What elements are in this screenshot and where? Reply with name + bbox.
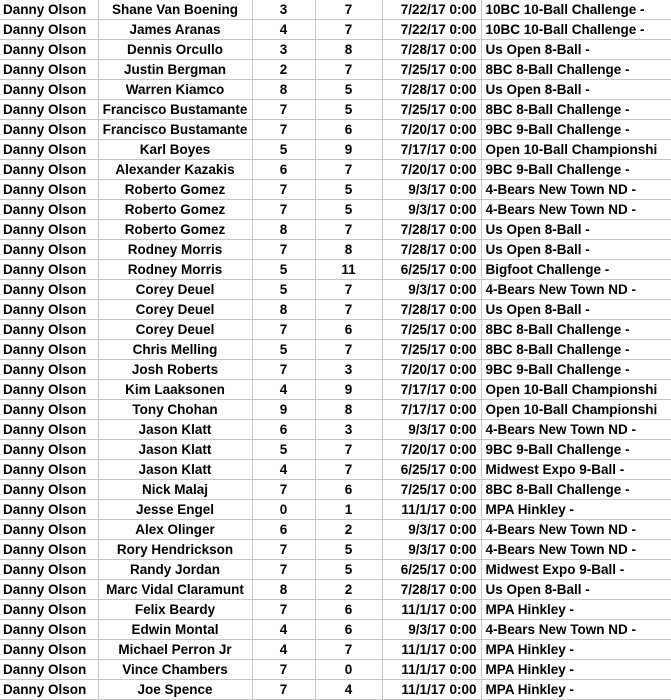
match-date-cell[interactable]: 7/22/17 0:00 [382, 20, 481, 40]
match-date-cell[interactable]: 9/3/17 0:00 [382, 200, 481, 220]
player-cell[interactable]: Danny Olson [0, 400, 98, 420]
match-date-cell[interactable]: 11/1/17 0:00 [382, 500, 481, 520]
player-cell[interactable]: Danny Olson [0, 380, 98, 400]
player-cell[interactable]: Danny Olson [0, 0, 98, 20]
opponent-score-cell[interactable]: 7 [315, 160, 382, 180]
opponent-cell[interactable]: Jason Klatt [98, 420, 252, 440]
event-cell[interactable]: 9BC 9-Ball Challenge - [481, 360, 671, 380]
player-score-cell[interactable]: 6 [252, 420, 315, 440]
match-date-cell[interactable]: 6/25/17 0:00 [382, 460, 481, 480]
player-score-cell[interactable]: 3 [252, 40, 315, 60]
player-cell[interactable]: Danny Olson [0, 20, 98, 40]
match-date-cell[interactable]: 9/3/17 0:00 [382, 620, 481, 640]
player-cell[interactable]: Danny Olson [0, 460, 98, 480]
event-cell[interactable]: MPA Hinkley - [481, 680, 671, 700]
player-cell[interactable]: Danny Olson [0, 560, 98, 580]
event-cell[interactable]: 10BC 10-Ball Challenge - [481, 0, 671, 20]
opponent-score-cell[interactable]: 8 [315, 240, 382, 260]
match-date-cell[interactable]: 7/20/17 0:00 [382, 360, 481, 380]
opponent-score-cell[interactable]: 0 [315, 660, 382, 680]
table-row [0, 640, 671, 660]
player-cell[interactable]: Danny Olson [0, 420, 98, 440]
match-date-cell[interactable]: 7/20/17 0:00 [382, 160, 481, 180]
opponent-cell[interactable]: Dennis Orcullo [98, 40, 252, 60]
player-cell[interactable]: Danny Olson [0, 260, 98, 280]
player-cell[interactable]: Danny Olson [0, 100, 98, 120]
player-score-cell[interactable]: 5 [252, 440, 315, 460]
event-cell[interactable]: Open 10-Ball Championshi [481, 400, 671, 420]
match-date-cell[interactable]: 7/28/17 0:00 [382, 240, 481, 260]
player-score-cell[interactable]: 8 [252, 580, 315, 600]
opponent-cell[interactable]: Alex Olinger [98, 520, 252, 540]
player-cell[interactable]: Danny Olson [0, 60, 98, 80]
event-cell[interactable]: MPA Hinkley - [481, 660, 671, 680]
match-date-cell[interactable]: 9/3/17 0:00 [382, 540, 481, 560]
match-date-cell[interactable]: 7/25/17 0:00 [382, 480, 481, 500]
player-score-cell[interactable]: 6 [252, 520, 315, 540]
opponent-cell[interactable]: Rodney Morris [98, 260, 252, 280]
event-cell[interactable]: 8BC 8-Ball Challenge - [481, 480, 671, 500]
event-cell[interactable]: 4-Bears New Town ND - [481, 200, 671, 220]
opponent-score-cell[interactable]: 7 [315, 440, 382, 460]
player-score-cell[interactable]: 7 [252, 200, 315, 220]
player-cell[interactable]: Danny Olson [0, 200, 98, 220]
event-cell[interactable]: 8BC 8-Ball Challenge - [481, 100, 671, 120]
match-date-cell[interactable]: 7/28/17 0:00 [382, 80, 481, 100]
player-score-cell[interactable]: 2 [252, 60, 315, 80]
player-cell[interactable]: Danny Olson [0, 580, 98, 600]
table-row [0, 40, 671, 60]
table-row [0, 520, 671, 540]
table-row [0, 60, 671, 80]
player-score-cell[interactable]: 7 [252, 240, 315, 260]
player-cell[interactable]: Danny Olson [0, 180, 98, 200]
opponent-cell[interactable]: Marc Vidal Claramunt [98, 580, 252, 600]
event-cell[interactable]: Open 10-Ball Championshi [481, 380, 671, 400]
table-row [0, 320, 671, 340]
table-row [0, 120, 671, 140]
match-date-cell[interactable]: 6/25/17 0:00 [382, 260, 481, 280]
player-cell[interactable]: Danny Olson [0, 640, 98, 660]
player-score-cell[interactable]: 6 [252, 160, 315, 180]
player-cell[interactable]: Danny Olson [0, 140, 98, 160]
player-score-cell[interactable]: 7 [252, 100, 315, 120]
event-cell[interactable]: 8BC 8-Ball Challenge - [481, 60, 671, 80]
player-score-cell[interactable]: 8 [252, 300, 315, 320]
opponent-cell[interactable]: James Aranas [98, 20, 252, 40]
opponent-score-cell[interactable]: 3 [315, 420, 382, 440]
table-row [0, 500, 671, 520]
player-score-cell[interactable]: 9 [252, 400, 315, 420]
player-score-cell[interactable]: 4 [252, 460, 315, 480]
event-cell[interactable]: MPA Hinkley - [481, 600, 671, 620]
player-cell[interactable]: Danny Olson [0, 40, 98, 60]
player-cell[interactable]: Danny Olson [0, 280, 98, 300]
opponent-cell[interactable]: Felix Beardy [98, 600, 252, 620]
match-date-cell[interactable]: 7/25/17 0:00 [382, 320, 481, 340]
opponent-score-cell[interactable]: 5 [315, 100, 382, 120]
event-cell[interactable]: Midwest Expo 9-Ball - [481, 460, 671, 480]
opponent-score-cell[interactable]: 6 [315, 120, 382, 140]
event-cell[interactable]: 9BC 9-Ball Challenge - [481, 160, 671, 180]
event-cell[interactable]: 8BC 8-Ball Challenge - [481, 340, 671, 360]
opponent-cell[interactable]: Corey Deuel [98, 280, 252, 300]
match-date-cell[interactable]: 11/1/17 0:00 [382, 600, 481, 620]
player-score-cell[interactable]: 7 [252, 560, 315, 580]
player-score-cell[interactable]: 7 [252, 360, 315, 380]
player-cell[interactable]: Danny Olson [0, 500, 98, 520]
event-cell[interactable]: 8BC 8-Ball Challenge - [481, 320, 671, 340]
table-row [0, 100, 671, 120]
player-score-cell[interactable]: 3 [252, 0, 315, 20]
player-cell[interactable]: Danny Olson [0, 160, 98, 180]
player-cell[interactable]: Danny Olson [0, 340, 98, 360]
table-row [0, 480, 671, 500]
opponent-score-cell[interactable]: 5 [315, 540, 382, 560]
match-date-cell[interactable]: 9/3/17 0:00 [382, 420, 481, 440]
opponent-cell[interactable]: Edwin Montal [98, 620, 252, 640]
table-row [0, 580, 671, 600]
player-cell[interactable]: Danny Olson [0, 440, 98, 460]
player-score-cell[interactable]: 8 [252, 220, 315, 240]
table-row [0, 300, 671, 320]
table-row [0, 660, 671, 680]
opponent-score-cell[interactable]: 2 [315, 520, 382, 540]
player-cell[interactable]: Danny Olson [0, 240, 98, 260]
opponent-score-cell[interactable]: 7 [315, 460, 382, 480]
event-cell[interactable]: 9BC 9-Ball Challenge - [481, 120, 671, 140]
table-row [0, 560, 671, 580]
match-date-cell[interactable]: 9/3/17 0:00 [382, 280, 481, 300]
opponent-cell[interactable]: Roberto Gomez [98, 200, 252, 220]
table-row [0, 260, 671, 280]
match-date-cell[interactable]: 7/28/17 0:00 [382, 220, 481, 240]
event-cell[interactable]: MPA Hinkley - [481, 500, 671, 520]
opponent-score-cell[interactable]: 5 [315, 560, 382, 580]
event-cell[interactable]: 4-Bears New Town ND - [481, 620, 671, 640]
match-date-cell[interactable]: 7/20/17 0:00 [382, 120, 481, 140]
opponent-score-cell[interactable]: 7 [315, 300, 382, 320]
opponent-cell[interactable]: Nick Malaj [98, 480, 252, 500]
opponent-cell[interactable]: Josh Roberts [98, 360, 252, 380]
player-score-cell[interactable]: 7 [252, 480, 315, 500]
opponent-cell[interactable]: Tony Chohan [98, 400, 252, 420]
event-cell[interactable]: Us Open 8-Ball - [481, 240, 671, 260]
player-score-cell[interactable]: 7 [252, 660, 315, 680]
player-score-cell[interactable]: 7 [252, 540, 315, 560]
player-score-cell[interactable]: 7 [252, 680, 315, 700]
table-row [0, 20, 671, 40]
player-cell[interactable]: Danny Olson [0, 320, 98, 340]
event-cell[interactable]: 10BC 10-Ball Challenge - [481, 20, 671, 40]
event-cell[interactable]: MPA Hinkley - [481, 640, 671, 660]
opponent-cell[interactable]: Chris Melling [98, 340, 252, 360]
match-date-cell[interactable]: 7/25/17 0:00 [382, 340, 481, 360]
event-cell[interactable]: Us Open 8-Ball - [481, 580, 671, 600]
opponent-cell[interactable]: Karl Boyes [98, 140, 252, 160]
opponent-cell[interactable]: Joe Spence [98, 680, 252, 700]
opponent-cell[interactable]: Shane Van Boening [98, 0, 252, 20]
table-row [0, 200, 671, 220]
opponent-cell[interactable]: Justin Bergman [98, 60, 252, 80]
opponent-score-cell[interactable]: 7 [315, 280, 382, 300]
opponent-score-cell[interactable]: 8 [315, 40, 382, 60]
player-score-cell[interactable]: 5 [252, 260, 315, 280]
opponent-score-cell[interactable]: 7 [315, 640, 382, 660]
opponent-cell[interactable]: Warren Kiamco [98, 80, 252, 100]
match-date-cell[interactable]: 7/17/17 0:00 [382, 400, 481, 420]
player-score-cell[interactable]: 4 [252, 380, 315, 400]
table-row [0, 600, 671, 620]
table-row [0, 180, 671, 200]
player-cell[interactable]: Danny Olson [0, 120, 98, 140]
match-date-cell[interactable]: 7/17/17 0:00 [382, 380, 481, 400]
match-date-cell[interactable]: 7/25/17 0:00 [382, 100, 481, 120]
event-cell[interactable]: Bigfoot Challenge - [481, 260, 671, 280]
player-cell[interactable]: Danny Olson [0, 360, 98, 380]
match-date-cell[interactable]: 7/28/17 0:00 [382, 300, 481, 320]
opponent-score-cell[interactable]: 7 [315, 0, 382, 20]
table-row [0, 80, 671, 100]
opponent-score-cell[interactable]: 7 [315, 20, 382, 40]
player-cell[interactable]: Danny Olson [0, 480, 98, 500]
event-cell[interactable]: Us Open 8-Ball - [481, 300, 671, 320]
opponent-score-cell[interactable]: 7 [315, 220, 382, 240]
player-cell[interactable]: Danny Olson [0, 220, 98, 240]
table-row [0, 440, 671, 460]
player-score-cell[interactable]: 5 [252, 340, 315, 360]
player-score-cell[interactable]: 7 [252, 180, 315, 200]
opponent-score-cell[interactable]: 9 [315, 140, 382, 160]
player-score-cell[interactable]: 8 [252, 80, 315, 100]
table-row [0, 160, 671, 180]
player-score-cell[interactable]: 7 [252, 320, 315, 340]
table-row [0, 240, 671, 260]
opponent-cell[interactable]: Francisco Bustamante [98, 120, 252, 140]
opponent-score-cell[interactable]: 7 [315, 340, 382, 360]
player-score-cell[interactable]: 5 [252, 140, 315, 160]
match-date-cell[interactable]: 9/3/17 0:00 [382, 520, 481, 540]
player-cell[interactable]: Danny Olson [0, 680, 98, 700]
event-cell[interactable]: Open 10-Ball Championshi [481, 140, 671, 160]
event-cell[interactable]: Us Open 8-Ball - [481, 80, 671, 100]
table-row [0, 0, 671, 20]
opponent-cell[interactable]: Kim Laaksonen [98, 380, 252, 400]
player-cell[interactable]: Danny Olson [0, 620, 98, 640]
opponent-score-cell[interactable]: 9 [315, 380, 382, 400]
player-cell[interactable]: Danny Olson [0, 660, 98, 680]
opponent-cell[interactable]: Francisco Bustamante [98, 100, 252, 120]
opponent-cell[interactable]: Roberto Gomez [98, 220, 252, 240]
table-row [0, 220, 671, 240]
table-row [0, 420, 671, 440]
player-score-cell[interactable]: 5 [252, 280, 315, 300]
match-date-cell[interactable]: 7/25/17 0:00 [382, 60, 481, 80]
opponent-cell[interactable]: Corey Deuel [98, 300, 252, 320]
player-score-cell[interactable]: 4 [252, 620, 315, 640]
event-cell[interactable]: Us Open 8-Ball - [481, 40, 671, 60]
event-cell[interactable]: 9BC 9-Ball Challenge - [481, 440, 671, 460]
event-cell[interactable]: Us Open 8-Ball - [481, 220, 671, 240]
player-score-cell[interactable]: 0 [252, 500, 315, 520]
opponent-score-cell[interactable]: 6 [315, 600, 382, 620]
match-date-cell[interactable]: 7/28/17 0:00 [382, 580, 481, 600]
opponent-cell[interactable]: Michael Perron Jr [98, 640, 252, 660]
opponent-score-cell[interactable]: 6 [315, 620, 382, 640]
event-cell[interactable]: 4-Bears New Town ND - [481, 420, 671, 440]
match-date-cell[interactable]: 7/17/17 0:00 [382, 140, 481, 160]
opponent-score-cell[interactable]: 1 [315, 500, 382, 520]
player-cell[interactable]: Danny Olson [0, 600, 98, 620]
player-cell[interactable]: Danny Olson [0, 80, 98, 100]
player-score-cell[interactable]: 4 [252, 640, 315, 660]
match-date-cell[interactable]: 7/20/17 0:00 [382, 440, 481, 460]
opponent-cell[interactable]: Vince Chambers [98, 660, 252, 680]
opponent-score-cell[interactable]: 5 [315, 80, 382, 100]
opponent-cell[interactable]: Corey Deuel [98, 320, 252, 340]
opponent-score-cell[interactable]: 5 [315, 180, 382, 200]
match-date-cell[interactable]: 11/1/17 0:00 [382, 680, 481, 700]
opponent-score-cell[interactable]: 4 [315, 680, 382, 700]
match-date-cell[interactable]: 7/28/17 0:00 [382, 40, 481, 60]
table-row [0, 280, 671, 300]
table-row [0, 380, 671, 400]
opponent-cell[interactable]: Jason Klatt [98, 460, 252, 480]
match-date-cell[interactable]: 6/25/17 0:00 [382, 560, 481, 580]
match-date-cell[interactable]: 9/3/17 0:00 [382, 180, 481, 200]
opponent-score-cell[interactable]: 2 [315, 580, 382, 600]
player-score-cell[interactable]: 7 [252, 600, 315, 620]
opponent-score-cell[interactable]: 5 [315, 200, 382, 220]
table-row [0, 360, 671, 380]
opponent-score-cell[interactable]: 7 [315, 60, 382, 80]
player-score-cell[interactable]: 4 [252, 20, 315, 40]
player-cell[interactable]: Danny Olson [0, 300, 98, 320]
opponent-cell[interactable]: Jason Klatt [98, 440, 252, 460]
table-row [0, 540, 671, 560]
opponent-score-cell[interactable]: 11 [315, 260, 382, 280]
opponent-cell[interactable]: Rory Hendrickson [98, 540, 252, 560]
opponent-cell[interactable]: Jesse Engel [98, 500, 252, 520]
table-row [0, 400, 671, 420]
event-cell[interactable]: 4-Bears New Town ND - [481, 520, 671, 540]
event-cell[interactable]: 4-Bears New Town ND - [481, 540, 671, 560]
player-cell[interactable]: Danny Olson [0, 520, 98, 540]
opponent-score-cell[interactable]: 3 [315, 360, 382, 380]
table-row [0, 460, 671, 480]
player-cell[interactable]: Danny Olson [0, 540, 98, 560]
opponent-cell[interactable]: Randy Jordan [98, 560, 252, 580]
opponent-score-cell[interactable]: 6 [315, 320, 382, 340]
event-cell[interactable]: 4-Bears New Town ND - [481, 180, 671, 200]
opponent-cell[interactable]: Roberto Gomez [98, 180, 252, 200]
opponent-cell[interactable]: Rodney Morris [98, 240, 252, 260]
table-row [0, 680, 671, 700]
match-date-cell[interactable]: 11/1/17 0:00 [382, 660, 481, 680]
match-date-cell[interactable]: 11/1/17 0:00 [382, 640, 481, 660]
table-row [0, 620, 671, 640]
event-cell[interactable]: 4-Bears New Town ND - [481, 280, 671, 300]
opponent-score-cell[interactable]: 8 [315, 400, 382, 420]
match-date-cell[interactable]: 7/22/17 0:00 [382, 0, 481, 20]
opponent-cell[interactable]: Alexander Kazakis [98, 160, 252, 180]
table-row [0, 140, 671, 160]
player-score-cell[interactable]: 7 [252, 120, 315, 140]
table-row [0, 340, 671, 360]
opponent-score-cell[interactable]: 6 [315, 480, 382, 500]
event-cell[interactable]: Midwest Expo 9-Ball - [481, 560, 671, 580]
